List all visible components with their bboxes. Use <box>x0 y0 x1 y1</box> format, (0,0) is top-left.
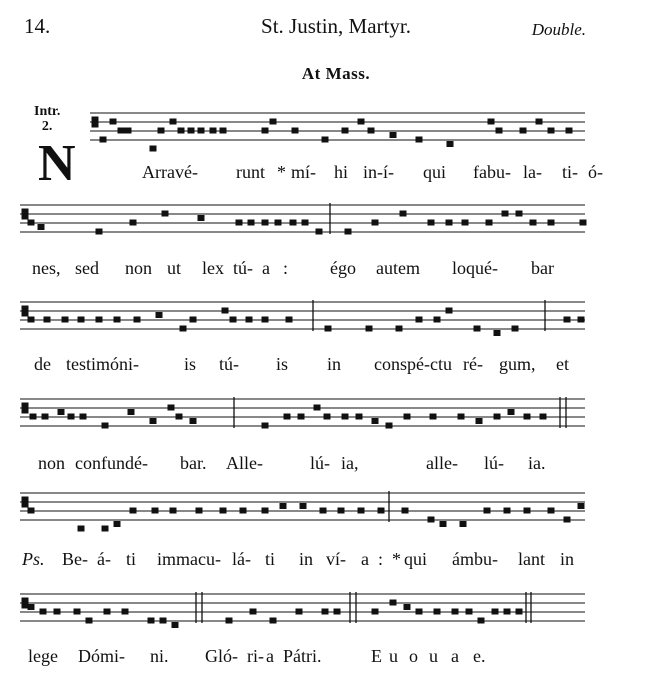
neume <box>530 220 536 225</box>
neume <box>478 618 484 623</box>
lyric-syllable: in <box>299 549 314 569</box>
lyric-line <box>0 162 672 188</box>
neume <box>170 508 176 513</box>
neume <box>302 220 308 225</box>
neume <box>156 313 162 318</box>
lyric-syllable: ámbu- <box>452 549 498 569</box>
neume <box>322 609 328 614</box>
lyric-syllable: égo <box>330 258 356 278</box>
neume <box>486 220 492 225</box>
neume <box>28 220 34 225</box>
neume <box>580 220 586 225</box>
lyric-syllable: ti- <box>562 162 578 182</box>
neume <box>492 609 498 614</box>
neume <box>536 119 542 124</box>
neume <box>296 609 302 614</box>
neume <box>74 609 80 614</box>
neume <box>40 609 46 614</box>
neume <box>230 317 236 322</box>
neume <box>372 419 378 424</box>
neume <box>284 414 290 419</box>
lyric-syllable: tú- <box>219 354 239 374</box>
lyric-syllable: Pátri. <box>283 646 322 666</box>
neume <box>150 419 156 424</box>
neume <box>168 405 174 410</box>
neume <box>162 211 168 216</box>
lyric-syllable: is <box>276 354 289 374</box>
neume <box>324 414 330 419</box>
neume <box>430 414 436 419</box>
neume <box>446 308 452 313</box>
neume <box>28 605 34 610</box>
neume <box>262 128 268 133</box>
neume <box>130 220 136 225</box>
neume <box>334 609 340 614</box>
lyric-syllable: autem <box>376 258 420 278</box>
lyric-syllable: alle- <box>426 453 458 473</box>
introit-label-line1: Intr. <box>34 104 61 119</box>
neume <box>460 522 466 527</box>
lyric-syllable: ó- <box>588 162 603 182</box>
neume <box>390 600 396 605</box>
neume <box>270 119 276 124</box>
lyric-syllable: is <box>184 354 197 374</box>
neume <box>290 220 296 225</box>
neume <box>170 119 176 124</box>
neume <box>58 410 64 415</box>
neume <box>128 410 134 415</box>
neume <box>404 605 410 610</box>
neume <box>396 326 402 331</box>
neume <box>86 618 92 623</box>
neume <box>578 317 584 322</box>
neume <box>488 119 494 124</box>
clef <box>92 117 98 127</box>
lyric-syllable: a <box>266 646 274 666</box>
neume <box>130 508 136 513</box>
neume <box>196 508 202 513</box>
neume <box>160 618 166 623</box>
clef <box>22 209 28 219</box>
neume <box>68 414 74 419</box>
lyric-line <box>0 646 672 672</box>
neume <box>178 128 184 133</box>
neume <box>150 146 156 151</box>
neume <box>386 423 392 428</box>
neume <box>246 317 252 322</box>
neume <box>42 414 48 419</box>
neume <box>314 405 320 410</box>
neume <box>300 504 306 509</box>
neume <box>316 229 322 234</box>
lyric-syllable: in-í- <box>363 162 394 182</box>
neume <box>372 220 378 225</box>
neume <box>262 317 268 322</box>
lyric-syllable: qui <box>423 162 447 182</box>
neume <box>190 419 196 424</box>
initial-letter: N <box>38 135 76 192</box>
neume <box>110 119 116 124</box>
neume <box>416 609 422 614</box>
neume <box>484 508 490 513</box>
feast-rank: Double. <box>531 20 586 39</box>
neume <box>402 508 408 513</box>
neume <box>428 517 434 522</box>
neume <box>262 508 268 513</box>
lyric-syllable: Gló- <box>205 646 238 666</box>
neume <box>158 128 164 133</box>
neume <box>566 128 572 133</box>
neume <box>270 618 276 623</box>
lyric-line <box>0 453 672 479</box>
neume <box>338 508 344 513</box>
neume <box>345 229 351 234</box>
neume <box>416 317 422 322</box>
lyric-syllable: in <box>560 549 575 569</box>
page-title: St. Justin, Martyr. <box>261 14 411 38</box>
neume <box>96 229 102 234</box>
neume <box>524 414 530 419</box>
neume <box>80 414 86 419</box>
neume <box>190 317 196 322</box>
lyric-syllable: * <box>392 549 401 569</box>
lyric-syllable: la- <box>523 162 542 182</box>
neume <box>524 508 530 513</box>
neume <box>378 508 384 513</box>
lyric-syllable: * <box>277 162 286 182</box>
lyric-syllable: in <box>327 354 342 374</box>
neume <box>62 317 68 322</box>
neume <box>320 508 326 513</box>
neume <box>198 128 204 133</box>
neume <box>434 609 440 614</box>
neume <box>322 137 328 142</box>
lyric-syllable: lú- <box>310 453 330 473</box>
neume <box>250 609 256 614</box>
neume <box>540 414 546 419</box>
neume <box>152 508 158 513</box>
lyric-syllable: Be- <box>62 549 88 569</box>
neume <box>342 128 348 133</box>
neume <box>292 128 298 133</box>
neume <box>30 414 36 419</box>
lyric-syllable: lege <box>28 646 58 666</box>
introit-label-line2: 2. <box>41 119 53 134</box>
neume <box>180 326 186 331</box>
neume <box>38 225 44 230</box>
neume <box>458 414 464 419</box>
neume <box>564 517 570 522</box>
neume <box>28 317 34 322</box>
clef <box>22 598 28 608</box>
neume <box>356 414 362 419</box>
neume <box>262 220 268 225</box>
lyric-line <box>0 549 672 575</box>
clef <box>22 306 28 316</box>
neume <box>286 317 292 322</box>
lyric-syllable: nes, <box>32 258 61 278</box>
neume <box>262 423 268 428</box>
neume <box>100 137 106 142</box>
lyric-syllable: bar. <box>180 453 207 473</box>
lyric-syllable: á- <box>97 549 111 569</box>
neume <box>366 326 372 331</box>
neume <box>462 220 468 225</box>
lyric-syllable: ví- <box>326 549 346 569</box>
neume <box>548 220 554 225</box>
neume <box>280 504 286 509</box>
lyric-syllable: non <box>38 453 65 473</box>
lyric-syllable: : <box>378 549 384 569</box>
neume <box>496 128 502 133</box>
neume <box>504 508 510 513</box>
lyric-syllable: Ps. <box>22 549 45 569</box>
lyric-syllable: sed <box>75 258 99 278</box>
lyric-syllable: qui <box>404 549 428 569</box>
neume <box>516 609 522 614</box>
neume <box>368 128 374 133</box>
lyric-syllable: Alle- <box>226 453 263 473</box>
neume <box>96 317 102 322</box>
lyric-syllable: immacu- <box>157 549 221 569</box>
neume <box>226 618 232 623</box>
lyric-syllable: et <box>556 354 569 374</box>
page-number: 14. <box>24 14 51 38</box>
neume <box>236 220 242 225</box>
lyric-syllable: hi <box>334 162 349 182</box>
lyric-syllable: ti <box>265 549 276 569</box>
neume <box>44 317 50 322</box>
lyric-syllable: E <box>371 646 382 666</box>
neume <box>416 137 422 142</box>
lyric-syllable: ri- <box>247 646 264 666</box>
lyric-syllable: non <box>125 258 152 278</box>
neume <box>452 609 458 614</box>
lyric-syllable: conspé-ctu <box>374 354 452 374</box>
lyric-syllable: tú- <box>233 258 253 278</box>
lyric-syllable: a <box>361 549 369 569</box>
lyric-syllable: runt <box>236 162 265 182</box>
neume <box>176 414 182 419</box>
neume <box>440 522 446 527</box>
neume <box>516 211 522 216</box>
neume <box>325 326 331 331</box>
section-heading: At Mass. <box>301 64 371 83</box>
neume <box>298 414 304 419</box>
neume <box>172 623 178 628</box>
neume <box>134 317 140 322</box>
lyric-line <box>0 258 672 284</box>
neume <box>114 522 120 527</box>
neume <box>220 128 226 133</box>
lyric-syllable: ut <box>167 258 182 278</box>
neume <box>512 326 518 331</box>
lyric-syllable: a <box>451 646 459 666</box>
lyric-syllable: Dómi- <box>78 646 125 666</box>
neume <box>502 211 508 216</box>
lyric-syllable: testimóni- <box>66 354 139 374</box>
neume <box>400 211 406 216</box>
lyric-syllable: : <box>283 258 289 278</box>
neume <box>494 414 500 419</box>
neume <box>125 128 131 133</box>
neume <box>520 128 526 133</box>
clef <box>22 403 28 413</box>
lyric-syllable: loqué- <box>452 258 498 278</box>
neume <box>548 508 554 513</box>
neume <box>390 133 396 138</box>
neume <box>78 317 84 322</box>
neume <box>372 609 378 614</box>
lyric-syllable: e. <box>473 646 486 666</box>
lyric-syllable: de <box>34 354 51 374</box>
neume <box>210 128 216 133</box>
lyric-syllable: mí- <box>291 162 316 182</box>
lyric-syllable: gum, <box>499 354 536 374</box>
lyric-syllable: lant <box>518 549 545 569</box>
neume <box>446 220 452 225</box>
lyric-syllable: fabu- <box>473 162 511 182</box>
lyric-syllable: Arravé- <box>142 162 198 182</box>
neume <box>578 504 584 509</box>
lyric-syllable: u <box>429 646 438 666</box>
lyric-syllable: lá- <box>232 549 251 569</box>
lyric-syllable: lú- <box>484 453 504 473</box>
neume <box>564 317 570 322</box>
lyric-syllable: bar <box>531 258 554 278</box>
neume <box>220 508 226 513</box>
lyric-syllable: lex <box>202 258 224 278</box>
neume <box>118 128 124 133</box>
lyric-syllable: ia. <box>528 453 546 473</box>
neume <box>358 508 364 513</box>
neume <box>404 414 410 419</box>
lyric-syllable: o <box>409 646 418 666</box>
lyric-syllable: ti <box>126 549 137 569</box>
lyric-syllable: a <box>262 258 270 278</box>
neume <box>104 609 110 614</box>
lyric-syllable: u <box>389 646 398 666</box>
lyric-syllable: confundé- <box>75 453 148 473</box>
neume <box>188 128 194 133</box>
neume <box>342 414 348 419</box>
neume <box>548 128 554 133</box>
neume <box>240 508 246 513</box>
neume <box>434 317 440 322</box>
neume <box>54 609 60 614</box>
neume <box>78 526 84 531</box>
neume <box>508 410 514 415</box>
neume <box>358 119 364 124</box>
neume <box>222 308 228 313</box>
neume <box>102 423 108 428</box>
neume <box>148 618 154 623</box>
neume <box>114 317 120 322</box>
neume <box>447 142 453 147</box>
neume <box>275 220 281 225</box>
neume <box>248 220 254 225</box>
lyric-syllable: ia, <box>341 453 359 473</box>
lyric-syllable: ni. <box>150 646 169 666</box>
lyric-syllable: ré- <box>463 354 483 374</box>
neume <box>28 508 34 513</box>
neume <box>198 216 204 221</box>
neume <box>476 419 482 424</box>
clef <box>22 497 28 507</box>
neume <box>474 326 480 331</box>
neume <box>504 609 510 614</box>
neume <box>428 220 434 225</box>
neume <box>494 331 500 336</box>
neume <box>122 609 128 614</box>
neume <box>102 526 108 531</box>
lyric-line <box>0 354 672 380</box>
neume <box>466 609 472 614</box>
